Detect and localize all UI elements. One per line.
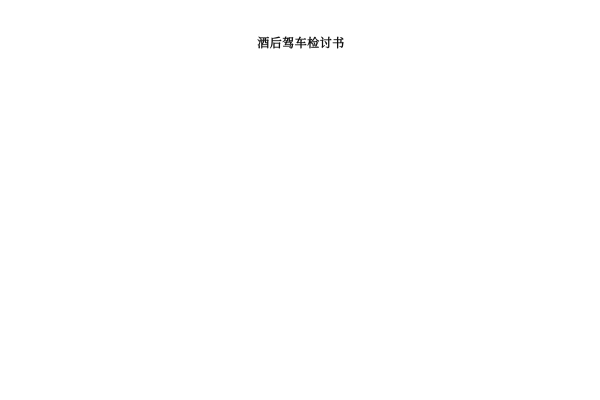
document-title: 酒后驾车检讨书 [257, 36, 345, 50]
document-column [203, 34, 399, 73]
